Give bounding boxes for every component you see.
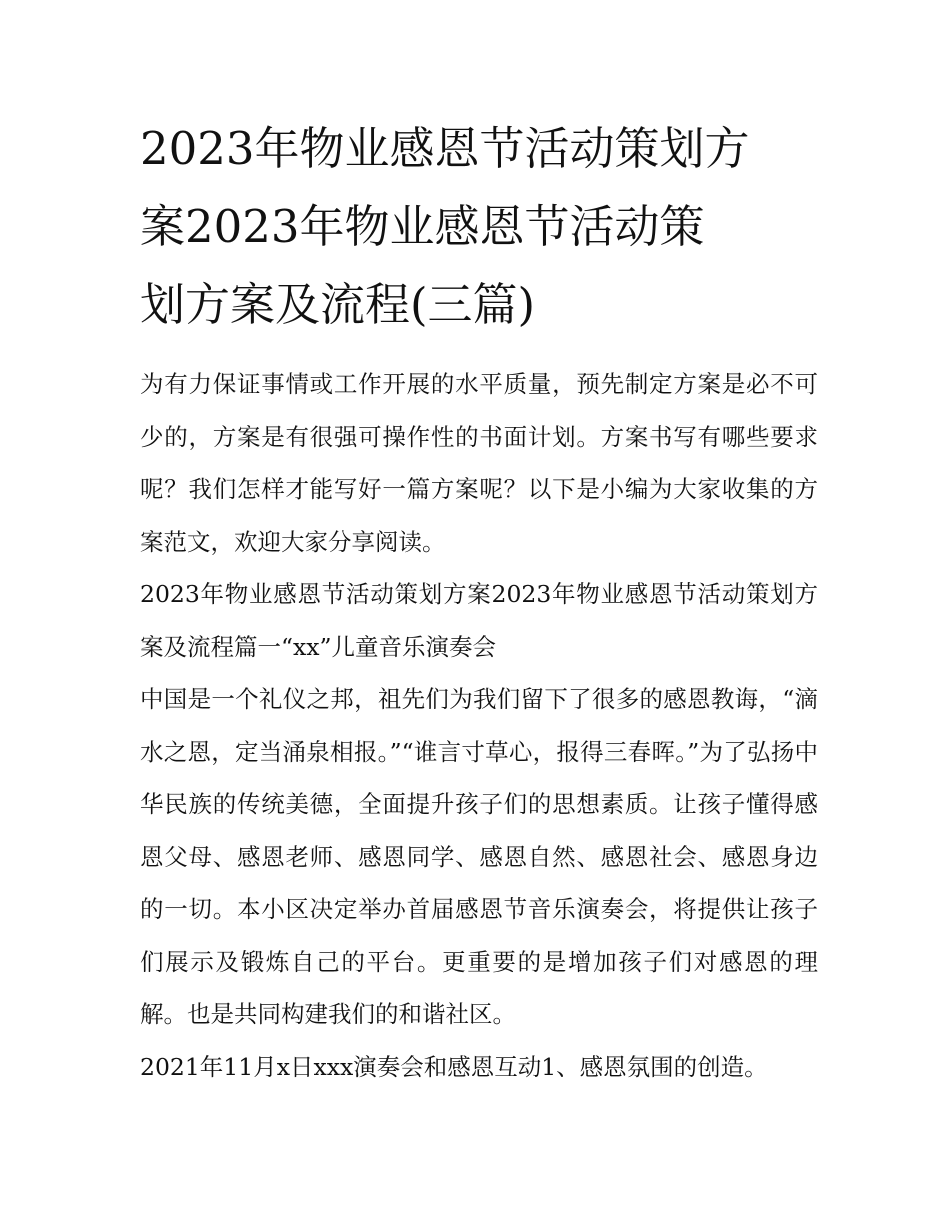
document-title (140, 110, 818, 344)
title-line-1: 2023年物业感恩节活动策划方 (140, 122, 750, 175)
intro-paragraph: 为有力保证事情或工作开展的水平质量，预先制定方案是必不可少的，方案是有很强可操作性的书面计划。方案书写有哪些要求呢？我们怎样才能写好一篇方案呢？以下是小编为大家收集的方案范文，欢迎大家分享阅读。 (140, 370, 818, 556)
event-line: 2021年11月x日xxx演奏会和感恩互动1、感恩氛围的创造。 (140, 1052, 768, 1081)
title-line-3: 划方案及流程(三篇) (140, 278, 536, 331)
section-heading: 2023年物业感恩节活动策划方案2023年物业感恩节活动策划方案及流程篇一“xx”儿童音乐演奏会 (140, 580, 818, 661)
body-paragraph: 中国是一个礼仪之邦，祖先们为我们留下了很多的感恩教诲，“滴水之恩，定当涌泉相报。”“谁言寸草心，报得三春晖。”为了弘扬中华民族的传统美德，全面提升孩子们的思想素质。让孩子懂得感恩父母、感恩老师、感恩同学、感恩自然、感恩社会、感恩身边的一切。本小区决定举办首届感恩节音乐演奏会，将提供让孩子们展示及锻炼自己的平台。更重要的是增加孩子们对感恩的理解。也是共同构建我们的和谐社区。 (140, 685, 818, 1028)
document-page (140, 110, 818, 1093)
title-line-2: 案2023年物业感恩节活动策 (140, 200, 705, 253)
